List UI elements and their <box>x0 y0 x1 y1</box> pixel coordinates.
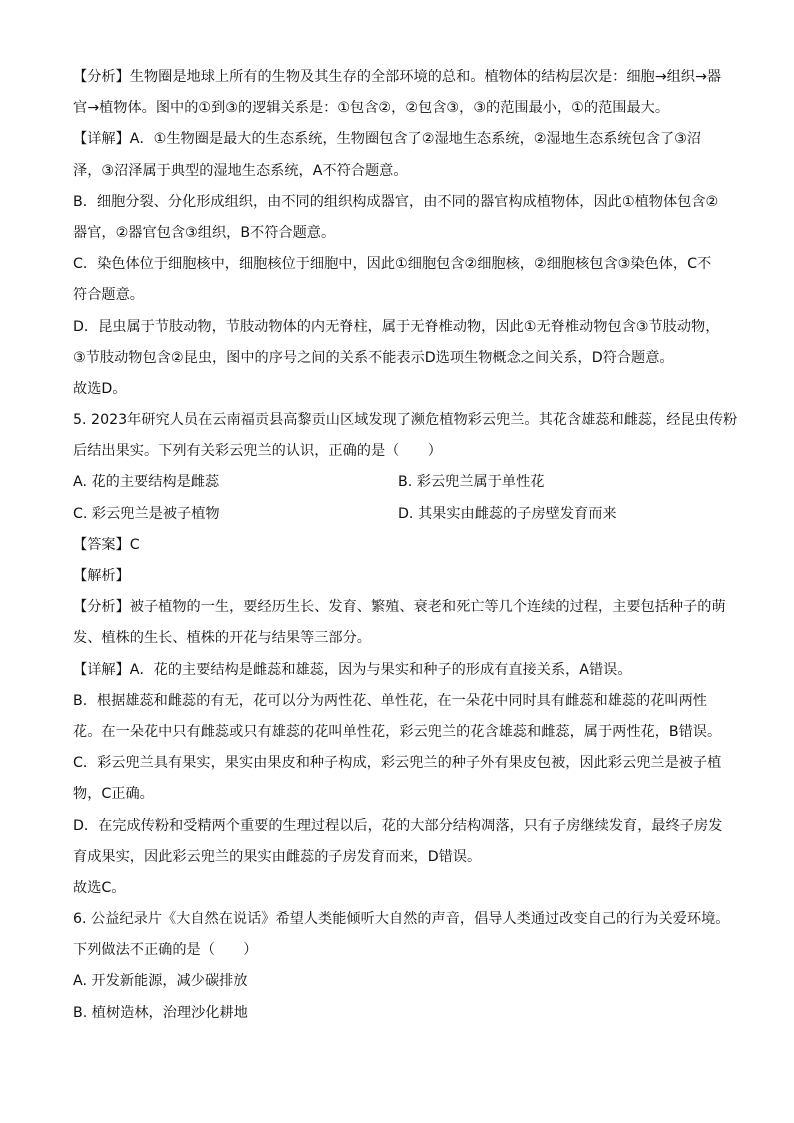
text-line: 育成果实，因此彩云兜兰的果实由雌蕊的子房发育而来，D错误。 <box>73 848 482 865</box>
question-stem: 后结出果实。下列有关彩云兜兰的认识，正确的是（ ） <box>73 443 442 460</box>
text-line: 泽，③沼泽属于典型的湿地生态系统，A不符合题意。 <box>73 162 408 179</box>
question-6 <box>73 904 733 1029</box>
text-line: 官→植物体。图中的①到③的逻辑关系是：①包含②，②包含③，③的范围最小，①的范围最大。 <box>73 100 670 117</box>
text-line: C．彩云兜兰具有果实，果实由果皮和种子构成，彩云兜兰的种子外有果皮包被，因此彩云兜兰是被子植 <box>73 755 722 772</box>
analysis-q4-block <box>73 62 733 405</box>
text-line: B．细胞分裂、分化形成组织，由不同的组织构成器官，由不同的器官构成植物体，因此①植物体包含② <box>73 193 719 210</box>
question-stem: 5. 2023年研究人员在云南福贡县高黎贡山区域发现了濒危植物彩云兜兰。其花含雄蕊和雌蕊，经昆虫传粉 <box>73 412 738 429</box>
answer-q5-block <box>73 530 733 904</box>
option-b: B. 植树造林，治理沙化耕地 <box>73 1004 248 1021</box>
option-a: A. 开发新能源，减少碳排放 <box>73 973 248 990</box>
text-line: 故选C。 <box>73 879 126 896</box>
text-line: 花。在一朵花中只有雌蕊或只有雄蕊的花叫单性花，彩云兜兰的花含雄蕊和雌蕊，属于两性花，B错误。 <box>73 723 722 740</box>
question-stem: 6. 公益纪录片《大自然在说话》希望人类能倾听大自然的声音，倡导人类通过改变自己的行为关爱环境。 <box>73 911 730 928</box>
text-line: B．根据雄蕊和雌蕊的有无，花可以分为两性花、单性花，在一朵花中同时具有雌蕊和雄蕊的花叫两性 <box>73 692 707 709</box>
text-line: 符合题意。 <box>73 287 144 304</box>
option-d: D. 其果实由雌蕊的子房壁发育而来 <box>398 505 617 522</box>
text-line: C．染色体位于细胞核中，细胞核位于细胞中，因此①细胞包含②细胞核，②细胞核包含③染色体，C不 <box>73 256 712 273</box>
text-line: 发、植株的生长、植株的开花与结果等三部分。 <box>73 630 371 647</box>
question-5 <box>73 405 738 530</box>
option-a: A. 花的主要结构是雌蕊 <box>73 474 220 491</box>
text-line: 【详解】A．①生物圈是最大的生态系统，生物圈包含了②湿地生态系统，②湿地生态系统包含了③沼 <box>73 131 702 148</box>
answer-label: 【答案】C <box>73 536 140 553</box>
text-line: 故选D。 <box>73 380 127 397</box>
text-line: 器官，②器官包含③组织，B不符合题意。 <box>73 224 336 241</box>
text-line: ③节肢动物包含②昆虫，图中的序号之间的关系不能表示D选项生物概念之间关系，D符合题意。 <box>73 349 674 366</box>
option-b: B. 彩云兜兰属于单性花 <box>398 474 545 491</box>
explanation-label: 【解析】 <box>73 568 130 584</box>
text-line: 【详解】A．花的主要结构是雌蕊和雄蕊，因为与果实和种子的形成有直接关系，A错误。 <box>73 661 632 678</box>
text-line: 【分析】生物圈是地球上所有的生物及其生存的全部环境的总和。植物体的结构层次是：细胞→组织→器 <box>73 69 722 85</box>
text-line: 【分析】被子植物的一生，要经历生长、发育、繁殖、衰老和死亡等几个连续的过程，主要包括种子的萌 <box>73 599 726 616</box>
options-row <box>73 467 733 498</box>
options-row <box>73 499 733 530</box>
text-line: D．在完成传粉和受精两个重要的生理过程以后，花的大部分结构凋落，只有子房继续发育，最终子房发 <box>73 817 723 834</box>
text-line: D．昆虫属于节肢动物，节肢动物体的内无脊柱，属于无脊椎动物，因此①无脊椎动物包含③节肢动物， <box>73 318 720 335</box>
option-c: C. 彩云兜兰是被子植物 <box>73 505 220 522</box>
document-page <box>73 62 738 1029</box>
text-line: 物，C正确。 <box>73 786 154 803</box>
question-stem: 下列做法不正确的是（ ） <box>73 942 258 959</box>
